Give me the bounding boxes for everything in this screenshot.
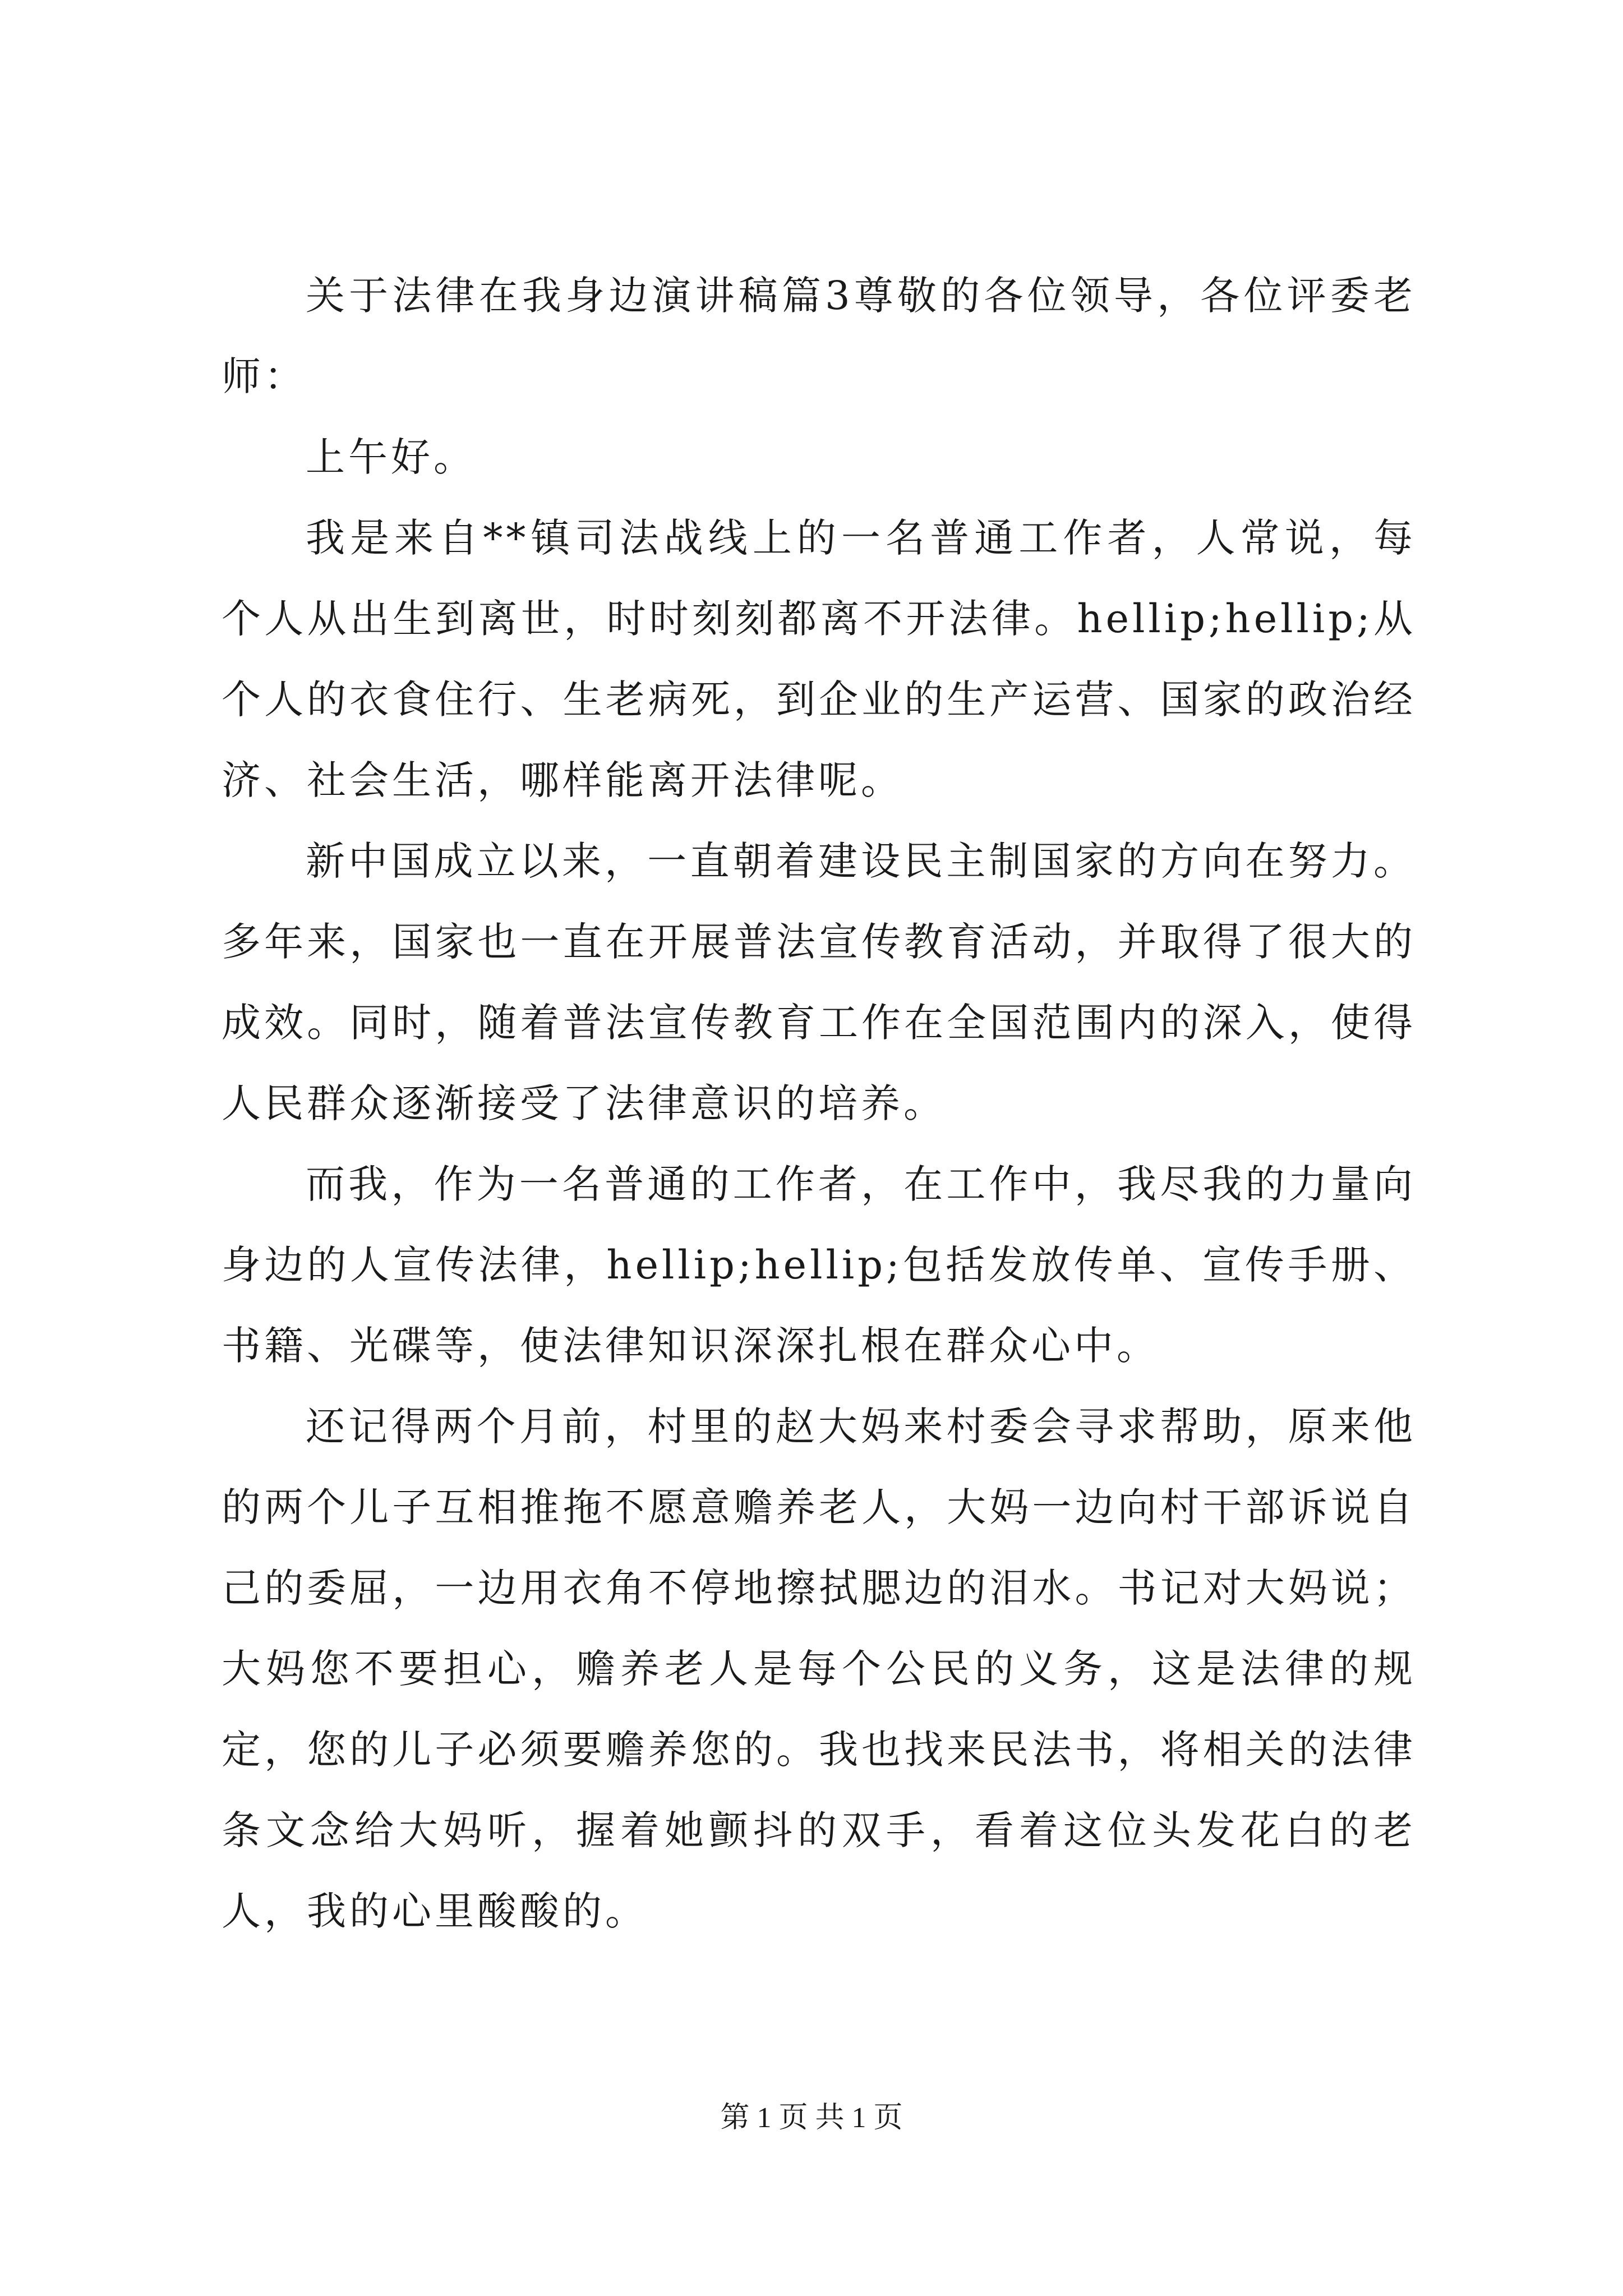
paragraph-national-progress: 新中国成立以来，一直朝着建设民主制国家的方向在努力。多年来，国家也一直在开展普法宣传教育活动，并取得了很大的成效。同时，随着普法宣传教育工作在全国范围内的深入，使得人民群众逐渐接受了法律意识的培养。 <box>222 838 1416 1126</box>
paragraph-title-greeting: 关于法律在我身边演讲稿篇3尊敬的各位领导，各位评委老师： <box>222 273 1416 399</box>
paragraph-introduction: 我是来自**镇司法战线上的一名普通工作者，人常说，每个人从出生到离世，时时刻刻都离不开法律。hellip;hellip;从个人的衣食住行、生老病死，到企业的生产运营、国家的政治经济、社会生活，哪样能离开法律呢。 <box>222 515 1416 803</box>
paragraph-story: 还记得两个月前，村里的赵大妈来村委会寻求帮助，原来他的两个儿子互相推拖不愿意赡养老人，大妈一边向村干部诉说自己的委屈，一边用衣角不停地擦拭腮边的泪水。书记对大妈说；大妈您不要担心，赡养老人是每个公民的义务，这是法律的规定，您的儿子必须要赡养您的。我也找来民法书，将相关的法律条文念给大妈听，握着她颤抖的双手，看着这位头发花白的老人，我的心里酸酸的。 <box>222 1404 1416 1934</box>
page-footer: 第 1 页 共 1 页 <box>720 2102 903 2134</box>
paragraph-personal-work: 而我，作为一名普通的工作者，在工作中，我尽我的力量向身边的人宣传法律，hellip;hellip;包括发放传单、宣传手册、书籍、光碟等，使法律知识深深扎根在群众心中。 <box>222 1161 1416 1369</box>
paragraph-salutation: 上午好。 <box>306 434 476 480</box>
document-body <box>222 255 1416 1952</box>
